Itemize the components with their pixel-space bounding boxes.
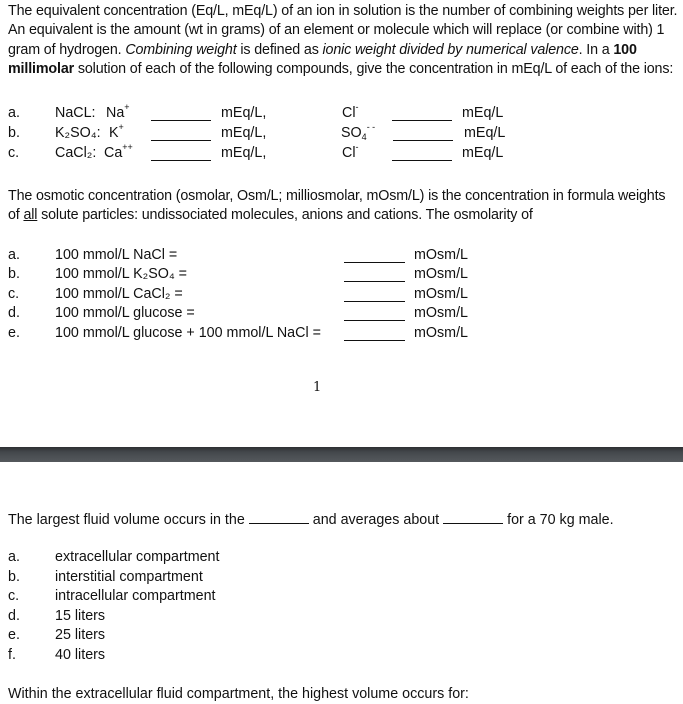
- unit-label: mEq/L,: [221, 145, 267, 161]
- intro-text: The equivalent concentration (Eq/L, mEq/L) of an ion in solution is the number of combining weights per liter. An equivalent is the amount (wt in grams) of an element or molecule which will replace (or combine with) 1 gram of hydrogen.: [8, 3, 678, 58]
- option-text: 25 liters: [55, 627, 106, 643]
- cation-charge: +: [118, 122, 124, 132]
- intro-italic-definition: ionic weight divided by numerical valence: [322, 41, 579, 58]
- solution-description: 100 mmol/L K₂SO₄ =: [55, 266, 188, 282]
- option-letter: f.: [8, 647, 16, 663]
- solution-description: 100 mmol/L glucose + 100 mmol/L NaCl =: [55, 325, 321, 341]
- option-e[interactable]: [0, 626, 683, 645]
- option-text: extracellular compartment: [55, 549, 220, 565]
- cation-answer-blank[interactable]: [151, 127, 211, 141]
- fluid-volume-question: [8, 510, 614, 530]
- option-text: 40 liters: [55, 647, 106, 663]
- unit-label: mOsm/L: [414, 247, 469, 263]
- anion-symbol: SO: [341, 125, 362, 141]
- osmotic-text: solute particles: undissociated molecules, anions and cations. The osmolarity of: [37, 207, 533, 224]
- option-c[interactable]: [0, 587, 683, 606]
- unit-label: mOsm/L: [414, 266, 469, 282]
- anion: [342, 144, 359, 163]
- compound-name: CaCl₂:: [55, 145, 97, 161]
- cation-symbol: Ca: [104, 145, 123, 161]
- compound-name: K₂SO₄:: [55, 125, 101, 141]
- anion-answer-blank[interactable]: [392, 147, 452, 161]
- item-letter: b.: [8, 266, 20, 282]
- cation-answer-blank[interactable]: [151, 147, 211, 161]
- unit-label: mEq/L: [462, 105, 504, 121]
- cation-charge: ++: [122, 142, 133, 152]
- item-letter: a.: [8, 247, 20, 263]
- anion-charge: - -: [366, 122, 376, 132]
- osmolarity-row-a: [0, 246, 683, 265]
- cation-charge: +: [124, 102, 130, 112]
- equivalent-row-a: [0, 104, 683, 123]
- option-text: intracellular compartment: [55, 588, 216, 604]
- equivalent-row-c: [0, 144, 683, 163]
- osmolarity-row-b: [0, 265, 683, 284]
- osmolarity-row-c: [0, 285, 683, 304]
- solution-description: 100 mmol/L glucose =: [55, 305, 195, 321]
- item-letter: b.: [8, 125, 20, 141]
- cation: [109, 124, 124, 143]
- anion-symbol: Cl: [342, 105, 356, 121]
- anion-charge: -: [355, 102, 359, 112]
- question-text: for a 70 kg male.: [503, 512, 614, 528]
- osmolarity-row-e: [0, 324, 683, 343]
- option-d[interactable]: [0, 607, 683, 626]
- volume-answer-blank[interactable]: [443, 510, 503, 524]
- intro-text: is defined as: [236, 41, 323, 58]
- cation: [104, 144, 133, 163]
- item-letter: c.: [8, 145, 20, 161]
- item-letter: a.: [8, 105, 20, 121]
- anion-subscript: 4: [361, 132, 367, 142]
- unit-label: mOsm/L: [414, 325, 469, 341]
- osmolarity-answer-blank[interactable]: [344, 327, 405, 341]
- intro-text: . In a: [578, 41, 614, 58]
- equivalent-concentration-paragraph: [8, 2, 678, 80]
- option-a[interactable]: [0, 548, 683, 567]
- osmolarity-answer-blank[interactable]: [344, 268, 405, 282]
- osmolarity-answer-blank[interactable]: [344, 307, 405, 321]
- unit-label: mEq/L,: [221, 125, 267, 141]
- osmotic-underlined-term: all: [23, 207, 38, 224]
- unit-label: mEq/L: [464, 125, 506, 141]
- option-letter: e.: [8, 627, 20, 643]
- osmolarity-answer-blank[interactable]: [344, 288, 405, 302]
- question-text: The largest fluid volume occurs in the: [8, 512, 249, 528]
- option-letter: a.: [8, 549, 20, 565]
- unit-label: mOsm/L: [414, 286, 469, 302]
- equivalent-row-b: [0, 124, 683, 143]
- intro-text: solution of each of the following compounds, give the concentration in mEq/L of each of the ions:: [74, 61, 674, 78]
- intro-italic-term: Combining weight: [125, 41, 237, 58]
- compartment-answer-blank[interactable]: [249, 510, 309, 524]
- page-number: 1: [313, 380, 322, 395]
- anion-symbol: Cl: [342, 145, 356, 161]
- cation-answer-blank[interactable]: [151, 107, 211, 121]
- anion: [341, 124, 375, 143]
- option-b[interactable]: [0, 568, 683, 587]
- anion-answer-blank[interactable]: [392, 107, 452, 121]
- next-question-text: Within the extracellular fluid compartment, the highest volume occurs for:: [8, 686, 469, 702]
- option-text: 15 liters: [55, 608, 106, 624]
- question-text: and averages about: [308, 512, 444, 528]
- anion-charge: -: [355, 142, 359, 152]
- option-letter: b.: [8, 569, 20, 585]
- item-letter: c.: [8, 286, 20, 302]
- cation-symbol: Na: [106, 105, 125, 121]
- cation-symbol: K: [109, 125, 119, 141]
- option-letter: c.: [8, 588, 20, 604]
- page-separator: [0, 447, 683, 462]
- osmotic-text: The osmotic concentration (osmolar, Osm/L; milliosmolar, mOsm/L) is the concentration in formula weights of: [8, 188, 666, 224]
- item-letter: e.: [8, 325, 20, 341]
- intro-bold-term: 100 millimolar: [8, 41, 637, 78]
- unit-label: mEq/L: [462, 145, 504, 161]
- item-letter: d.: [8, 305, 20, 321]
- option-f[interactable]: [0, 646, 683, 665]
- unit-label: mEq/L,: [221, 105, 267, 121]
- option-letter: d.: [8, 608, 20, 624]
- compound-name: NaCL:: [55, 105, 96, 121]
- osmolarity-answer-blank[interactable]: [344, 249, 405, 263]
- osmotic-concentration-paragraph: [8, 187, 678, 226]
- solution-description: 100 mmol/L CaCl₂ =: [55, 286, 183, 302]
- anion: [342, 104, 359, 123]
- anion-answer-blank[interactable]: [393, 127, 453, 141]
- option-text: interstitial compartment: [55, 569, 203, 585]
- osmolarity-row-d: [0, 304, 683, 323]
- solution-description: 100 mmol/L NaCl =: [55, 247, 178, 263]
- unit-label: mOsm/L: [414, 305, 469, 321]
- cation: [106, 104, 130, 123]
